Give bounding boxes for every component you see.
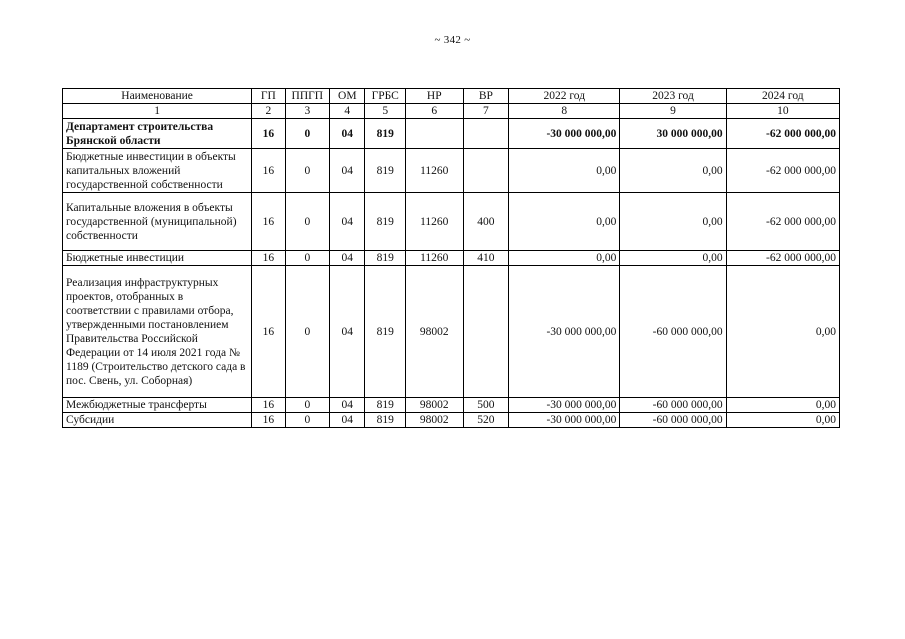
header-cell-2023: 2023 год [620,89,726,104]
cell-2023: 30 000 000,00 [620,119,726,149]
cell-2023: 0,00 [620,193,726,251]
cell-om: 04 [330,149,365,193]
budget-table [62,88,840,428]
cell-ppgp: 0 [285,251,330,266]
cell-vr [463,149,509,193]
row-name: Капитальные вложения в объекты государственной (муниципальной) собственности [63,193,252,251]
cell-nr [405,119,463,149]
column-index: 1 [63,104,252,119]
column-index: 4 [330,104,365,119]
header-row [63,89,840,104]
cell-grbs: 819 [365,413,405,428]
column-index: 9 [620,104,726,119]
cell-vr [463,119,509,149]
cell-2024: 0,00 [726,398,839,413]
cell-vr: 500 [463,398,509,413]
cell-ppgp: 0 [285,193,330,251]
cell-2022: -30 000 000,00 [509,413,620,428]
page-number: ~ 342 ~ [434,34,471,46]
column-index: 5 [365,104,405,119]
header-cell-grbs: ГРБС [365,89,405,104]
cell-grbs: 819 [365,398,405,413]
row-name: Бюджетные инвестиции [63,251,252,266]
table-row [63,251,840,266]
table-row [63,149,840,193]
cell-om: 04 [330,398,365,413]
cell-gp: 16 [252,251,285,266]
row-name: Межбюджетные трансферты [63,398,252,413]
cell-gp: 16 [252,266,285,398]
cell-2022: -30 000 000,00 [509,119,620,149]
column-index: 8 [509,104,620,119]
header-cell-nr: НР [405,89,463,104]
cell-ppgp: 0 [285,413,330,428]
cell-gp: 16 [252,413,285,428]
cell-vr: 520 [463,413,509,428]
header-cell-name: Наименование [63,89,252,104]
cell-nr: 11260 [405,251,463,266]
cell-2022: 0,00 [509,149,620,193]
cell-nr: 98002 [405,266,463,398]
table-row [63,398,840,413]
row-name: Реализация инфраструктурных проектов, отобранных в соответствии с правилами отбора, утвержденными постановлением Правительства Российской Федерации от 14 июля 2021 года № 1189 (Строительство детского сада в пос. Свень, ул. Соборная) [63,266,252,398]
cell-2024: -62 000 000,00 [726,119,839,149]
cell-nr: 11260 [405,193,463,251]
cell-ppgp: 0 [285,398,330,413]
cell-grbs: 819 [365,251,405,266]
row-name: Департамент строительства Брянской области [63,119,252,149]
cell-grbs: 819 [365,266,405,398]
column-index: 6 [405,104,463,119]
cell-grbs: 819 [365,119,405,149]
cell-ppgp: 0 [285,149,330,193]
cell-nr: 98002 [405,413,463,428]
cell-om: 04 [330,413,365,428]
cell-nr: 11260 [405,149,463,193]
cell-2022: -30 000 000,00 [509,398,620,413]
cell-2022: -30 000 000,00 [509,266,620,398]
cell-nr: 98002 [405,398,463,413]
table-row [63,266,840,398]
header-cell-om: ОМ [330,89,365,104]
cell-vr [463,266,509,398]
cell-grbs: 819 [365,149,405,193]
cell-2023: 0,00 [620,149,726,193]
cell-vr: 400 [463,193,509,251]
cell-vr: 410 [463,251,509,266]
column-index: 3 [285,104,330,119]
cell-2024: -62 000 000,00 [726,149,839,193]
cell-2024: 0,00 [726,266,839,398]
cell-2024: -62 000 000,00 [726,193,839,251]
header-cell-2024: 2024 год [726,89,839,104]
row-name: Бюджетные инвестиции в объекты капитальных вложений государственной собственности [63,149,252,193]
cell-2023: -60 000 000,00 [620,413,726,428]
cell-2024: -62 000 000,00 [726,251,839,266]
cell-gp: 16 [252,193,285,251]
cell-2024: 0,00 [726,413,839,428]
cell-ppgp: 0 [285,266,330,398]
cell-2023: 0,00 [620,251,726,266]
header-cell-ppgp: ППГП [285,89,330,104]
cell-2023: -60 000 000,00 [620,398,726,413]
column-index-row [63,104,840,119]
cell-om: 04 [330,251,365,266]
header-cell-vr: ВР [463,89,509,104]
header-cell-gp: ГП [252,89,285,104]
header-cell-2022: 2022 год [509,89,620,104]
cell-gp: 16 [252,149,285,193]
cell-om: 04 [330,193,365,251]
cell-gp: 16 [252,119,285,149]
table-row [63,413,840,428]
column-index: 7 [463,104,509,119]
cell-2022: 0,00 [509,251,620,266]
cell-om: 04 [330,266,365,398]
cell-2023: -60 000 000,00 [620,266,726,398]
cell-grbs: 819 [365,193,405,251]
cell-om: 04 [330,119,365,149]
cell-2022: 0,00 [509,193,620,251]
column-index: 10 [726,104,839,119]
column-index: 2 [252,104,285,119]
table-row [63,193,840,251]
row-name: Субсидии [63,413,252,428]
table-row [63,119,840,149]
cell-gp: 16 [252,398,285,413]
cell-ppgp: 0 [285,119,330,149]
